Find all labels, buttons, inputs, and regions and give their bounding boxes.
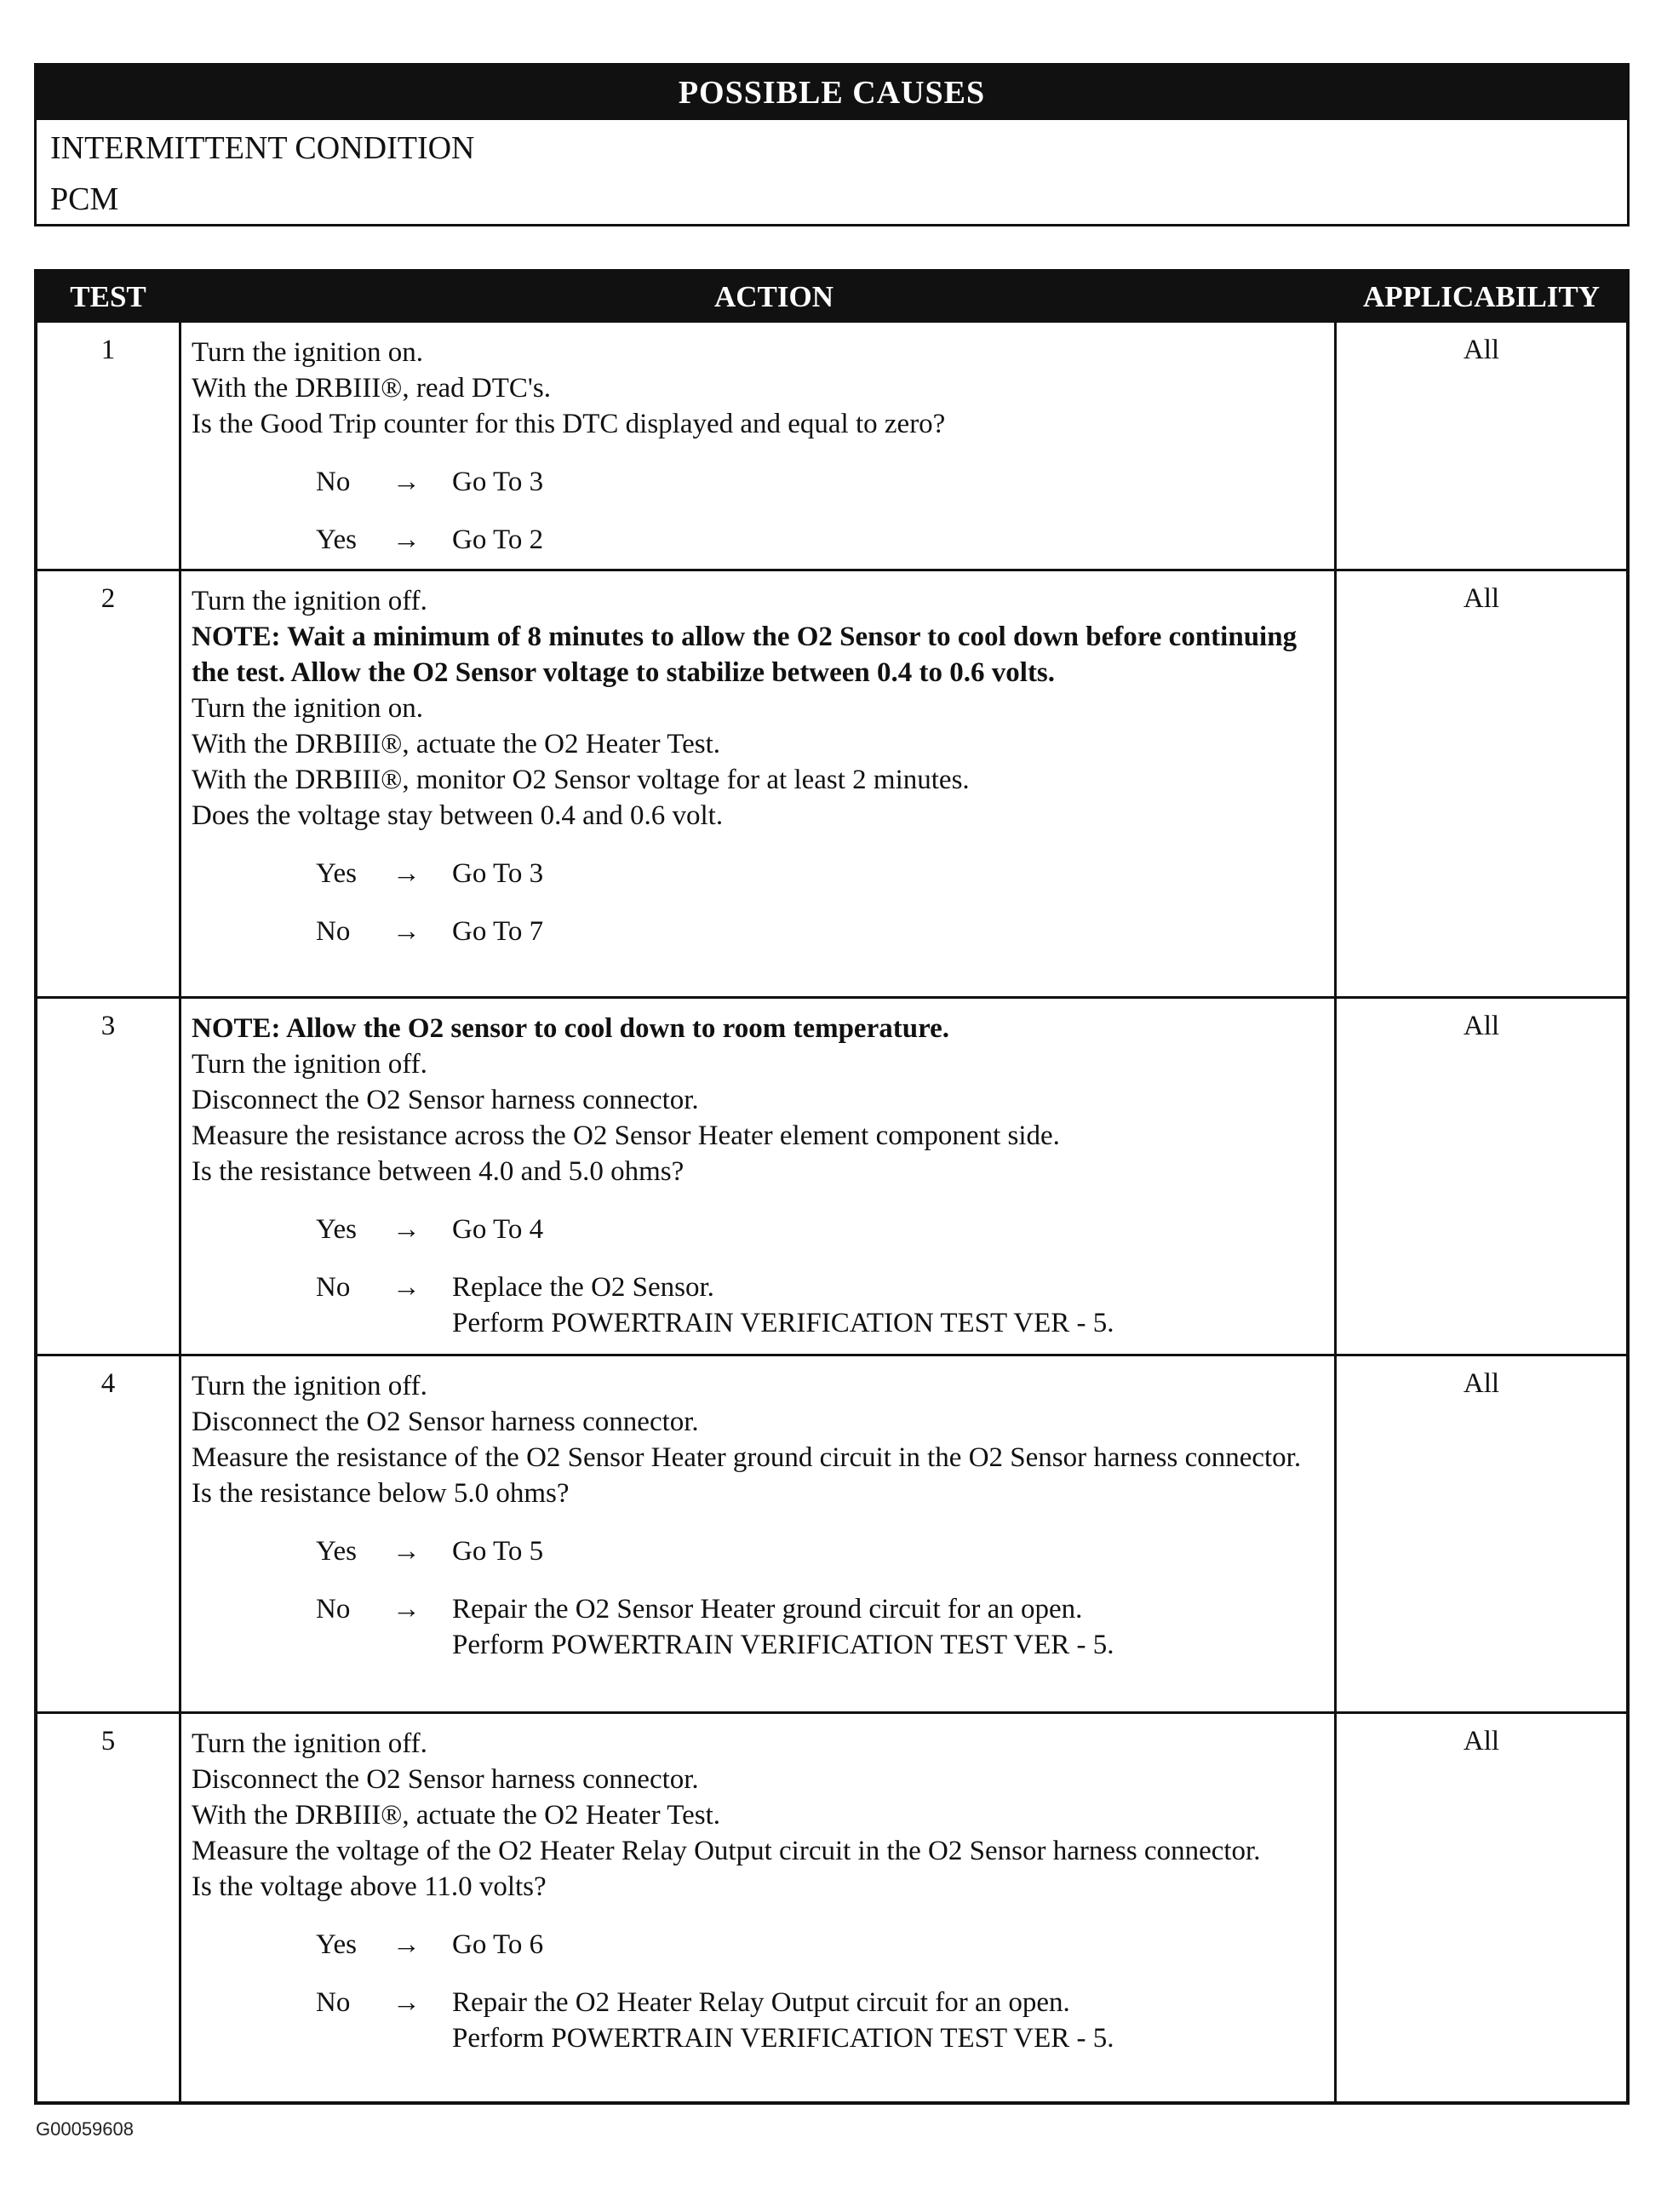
branch-no: [192, 464, 1334, 522]
branch-answer: No: [316, 1987, 351, 2018]
branch-answer: Yes: [316, 524, 358, 555]
action-cell: [179, 571, 1337, 996]
branch-answer: No: [316, 1594, 351, 1625]
applicability-cell: All: [1463, 1726, 1500, 1756]
action-cell: [179, 1714, 1337, 2101]
test-number: 2: [100, 583, 116, 614]
branch-result: Go To 4: [452, 1214, 544, 1245]
table-row: [37, 1354, 1626, 1711]
action-line: Turn the ignition on.: [192, 337, 423, 368]
action-line: Does the voltage stay between 0.4 and 0.6 volt.: [192, 800, 724, 831]
branch-no: [192, 1985, 1334, 2054]
test-number: 1: [100, 335, 116, 365]
arrow-icon: →: [392, 467, 421, 497]
table-row: [37, 1711, 1626, 2101]
arrow-icon: →: [392, 1272, 421, 1303]
action-line: Measure the resistance of the O2 Sensor Heater ground circuit in the O2 Sensor harness connector.: [192, 1442, 1302, 1473]
header-applicability: APPLICABILITY: [1362, 280, 1601, 313]
branch-result: Go To 5: [452, 1536, 544, 1567]
action-line: Turn the ignition off.: [192, 586, 427, 616]
cause-item: INTERMITTENT CONDITION: [50, 130, 475, 166]
arrow-icon: →: [392, 858, 421, 889]
action-cell: [179, 999, 1337, 1354]
action-line: Turn the ignition off.: [192, 1728, 427, 1759]
branch-result-followup: Perform POWERTRAIN VERIFICATION TEST VER - 5.: [452, 2023, 1114, 2054]
test-table: [34, 269, 1630, 2105]
cause-item: PCM: [50, 181, 119, 217]
action-line: Is the Good Trip counter for this DTC displayed and equal to zero?: [192, 409, 946, 439]
test-number: 5: [100, 1726, 116, 1756]
test-number: 4: [100, 1368, 116, 1399]
action-line: With the DRBIII®, actuate the O2 Heater Test.: [192, 1800, 721, 1831]
action-line: Measure the voltage of the O2 Heater Relay Output circuit in the O2 Sensor harness connector.: [192, 1836, 1261, 1866]
action-line: Disconnect the O2 Sensor harness connector.: [192, 1085, 699, 1115]
test-number: 3: [100, 1011, 116, 1041]
action-line: With the DRBIII®, actuate the O2 Heater Test.: [192, 729, 721, 759]
action-line: Disconnect the O2 Sensor harness connector.: [192, 1764, 699, 1795]
branch-result-followup: Perform POWERTRAIN VERIFICATION TEST VER - 5.: [452, 1630, 1114, 1660]
table-header: [37, 272, 1626, 320]
branch-no: [192, 1591, 1334, 1660]
action-line: Turn the ignition on.: [192, 693, 423, 724]
table-row: [37, 996, 1626, 1354]
branch-answer: Yes: [316, 1214, 358, 1245]
arrow-icon: →: [392, 916, 421, 947]
branch-answer: Yes: [316, 858, 358, 889]
branch-yes: [192, 1927, 1334, 1985]
branch-answer: Yes: [316, 1536, 358, 1567]
branch-result-followup: Perform POWERTRAIN VERIFICATION TEST VER - 5.: [452, 1308, 1114, 1338]
figure-code: G00059608: [36, 2118, 134, 2140]
branch-answer: No: [316, 1272, 351, 1303]
branch-result: Replace the O2 Sensor.: [452, 1272, 714, 1303]
arrow-icon: →: [392, 524, 421, 555]
applicability-cell: All: [1463, 1011, 1500, 1041]
arrow-icon: →: [392, 1214, 421, 1245]
branch-yes: [192, 1212, 1334, 1269]
table-row: [37, 569, 1626, 996]
branch-result: Go To 6: [452, 1929, 544, 1960]
arrow-icon: →: [392, 1594, 421, 1625]
table-row: [37, 320, 1626, 569]
action-line: Is the voltage above 11.0 volts?: [192, 1871, 547, 1902]
branch-result: Go To 3: [452, 858, 544, 889]
branch-no: [192, 1269, 1334, 1338]
branch-answer: No: [316, 467, 351, 497]
action-line: Is the resistance below 5.0 ohms?: [192, 1478, 570, 1509]
branch-yes: [192, 856, 1334, 914]
branch-result: Repair the O2 Heater Relay Output circuit for an open.: [452, 1987, 1070, 2018]
branch-answer: No: [316, 916, 351, 947]
branch-no: [192, 914, 1334, 971]
branch-result: Go To 2: [452, 524, 544, 555]
action-line: Turn the ignition off.: [192, 1371, 427, 1401]
arrow-icon: →: [392, 1987, 421, 2018]
applicability-cell: All: [1463, 1368, 1500, 1399]
action-line: Turn the ignition off.: [192, 1049, 427, 1080]
branch-answer: Yes: [316, 1929, 358, 1960]
branch-yes: [192, 1533, 1334, 1591]
branch-result: Repair the O2 Sensor Heater ground circuit for an open.: [452, 1594, 1083, 1625]
action-line: With the DRBIII®, monitor O2 Sensor voltage for at least 2 minutes.: [192, 765, 970, 795]
action-line: Disconnect the O2 Sensor harness connector.: [192, 1407, 699, 1437]
note-text: NOTE: Allow the O2 sensor to cool down to room temperature.: [192, 1013, 950, 1044]
arrow-icon: →: [392, 1929, 421, 1960]
branch-result: Go To 7: [452, 916, 544, 947]
applicability-cell: All: [1463, 335, 1500, 365]
header-test: TEST: [70, 280, 146, 313]
action-cell: [179, 323, 1337, 569]
branch-result: Go To 3: [452, 467, 544, 497]
possible-causes-title: POSSIBLE CAUSES: [37, 66, 1627, 120]
action-line: With the DRBIII®, read DTC's.: [192, 373, 551, 404]
header-action: ACTION: [713, 280, 834, 313]
note-text: NOTE: Wait a minimum of 8 minutes to allow the O2 Sensor to cool down before continuing the test. Allow the O2 Sensor voltage to stabilize between 0.4 to 0.6 volts.: [192, 622, 1298, 688]
possible-causes-box: [34, 63, 1630, 226]
arrow-icon: →: [392, 1536, 421, 1567]
action-line: Is the resistance between 4.0 and 5.0 ohms?: [192, 1156, 685, 1187]
action-line: Measure the resistance across the O2 Sensor Heater element component side.: [192, 1120, 1060, 1151]
action-cell: [179, 1356, 1337, 1711]
applicability-cell: All: [1463, 583, 1500, 614]
